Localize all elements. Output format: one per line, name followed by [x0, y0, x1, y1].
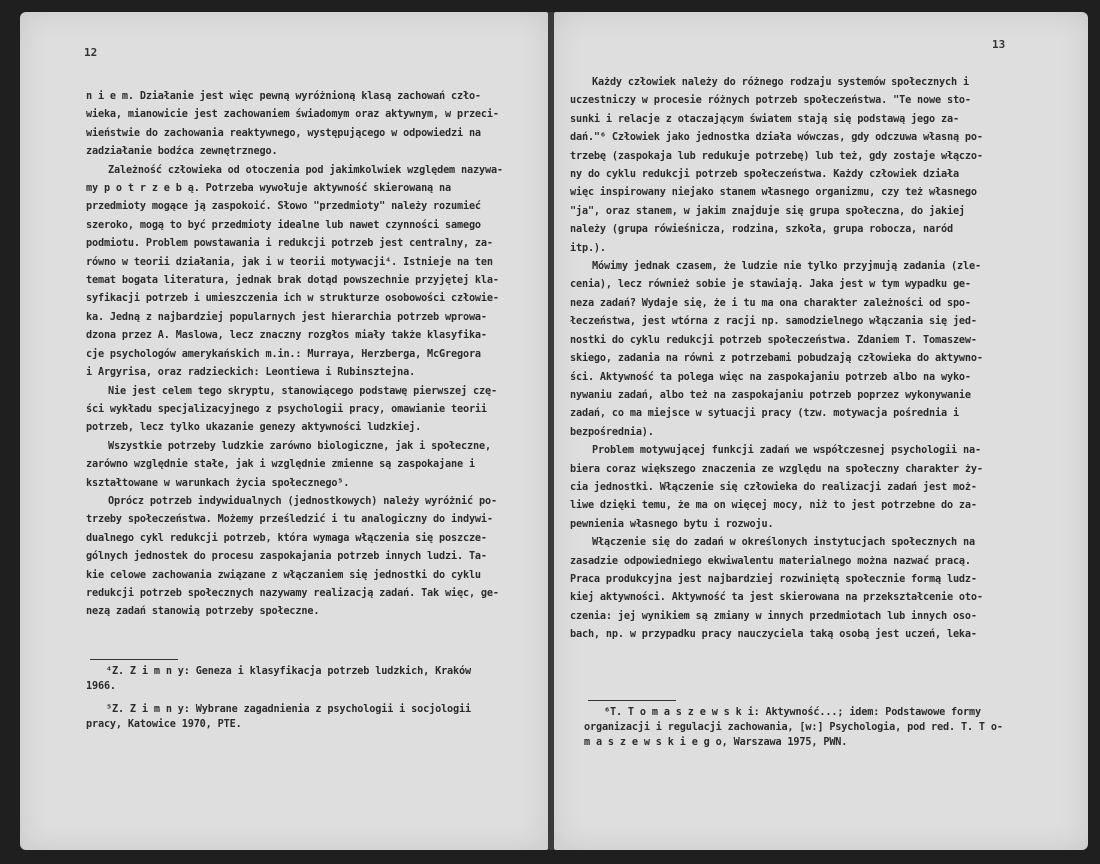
page-number: 12 [84, 46, 98, 59]
text-line: my p o t r z e b ą. Potrzeba wywołuje aktywność skierowaną na [86, 183, 451, 195]
text-line: kiej aktywności. Aktywność ta jest skierowana na przekształcenie oto- [570, 592, 983, 604]
text-line: kie celowe zachowania związane z włączaniem się jednostki do cyklu [86, 569, 481, 581]
footnote-line: organizacji i regulacji zachowania, [w:] Psychologia, pod red. T. T o- [584, 722, 1003, 733]
text-line: "ja", oraz stanem, w jakim znajduje się grupa społeczna, do jakiej [570, 205, 965, 217]
text-line: przedmioty mogące ją zaspokoić. Słowo "przedmioty" należy rozumieć [86, 201, 481, 213]
paragraph [570, 534, 1008, 644]
paragraph [570, 74, 1008, 258]
text-line: więc inspirowany niejako stanem własnego organizmu, czy też własnego [570, 187, 977, 199]
paragraph [570, 442, 1008, 534]
text-line: bach, np. w przypadku pracy nauczyciela taką osobą jest uczeń, leka- [570, 629, 977, 641]
text-line: dualnego cykl redukcji potrzeb, która wymaga włączenia się poszcze- [86, 532, 487, 544]
footnote-line: ⁴Z. Z i m n y: Geneza i klasyfikacja potrzeb ludzkich, Kraków [106, 666, 471, 677]
text-line: nywaniu zadań, albo też na zaspokajaniu potrzeb poprzez wykonywanie [570, 389, 971, 401]
text-line: Mówimy jednak czasem, że ludzie nie tylko przyjmują zadania (zle- [592, 261, 981, 273]
paragraph [570, 258, 1008, 442]
footnote [584, 705, 1014, 750]
text-line: wieństwie do zachowania reaktywnego, występującego w odpowiedzi na [86, 127, 481, 139]
text-line: zasadzie odpowiedniego ekwiwalentu materialnego można nazwać pracą. [570, 555, 971, 567]
page-number: 13 [992, 38, 1006, 51]
text-line: bezpośrednia). [570, 426, 654, 438]
paragraph [86, 88, 526, 162]
text-line: zadań, co ma miejsce w sytuacji pracy (tzw. motywacja pośrednia i [570, 408, 959, 420]
text-line: potrzeb, lecz tylko ukazanie genezy aktywności ludzkiej. [86, 422, 422, 434]
text-line: podmiotu. Problem powstawania i redukcji potrzeb jest centralny, za- [86, 238, 493, 250]
text-line: dzona przez A. Maslowa, lecz znaczny rozgłos miały także klasyfika- [86, 330, 487, 342]
footnote-rule [90, 659, 178, 660]
left-body-text [86, 88, 526, 622]
footnote-line: ⁶T. T o m a s z e w s k i: Aktywność...; idem: Podstawowe formy [604, 707, 981, 718]
right-footnotes [584, 705, 1014, 758]
footnote-line: ⁵Z. Z i m n y: Wybrane zagadnienia z psychologii i socjologii [106, 704, 471, 715]
left-footnotes [86, 664, 526, 740]
footnote [86, 664, 526, 694]
paragraph [86, 493, 526, 622]
text-line: zadziałanie bodźca zewnętrznego. [86, 146, 278, 158]
text-line: Wszystkie potrzeby ludzkie zarówno biologiczne, jak i społeczne, [108, 440, 491, 452]
footnote-line: pracy, Katowice 1970, PTE. [86, 719, 242, 730]
paragraph [86, 438, 526, 493]
text-line: biera coraz większego znaczenia ze względu na społeczny charakter ży- [570, 463, 983, 475]
text-line: syfikacji potrzeb i umieszczenia ich w strukturze osobowości człowie- [86, 293, 499, 305]
footnote-line: m a s z e w s k i e g o, Warszawa 1975, PWN. [584, 737, 848, 748]
text-line: Nie jest celem tego skryptu, stanowiącego podstawę pierwszej czę- [108, 385, 497, 397]
text-line: n i e m. Działanie jest więc pewną wyróżnioną klasą zachowań czło- [86, 91, 481, 102]
text-line: Zależność człowieka od otoczenia pod jakimkolwiek względem nazywa- [108, 164, 503, 176]
text-line: czenia: jej wynikiem są zmiany w innych przedmiotach lub innych oso- [570, 610, 977, 622]
paragraph [86, 383, 526, 438]
text-line: gólnych jednostek do procesu zaspokajania potrzeb innych ludzi. Ta- [86, 551, 487, 563]
text-line: itp.). [570, 242, 606, 254]
text-line: trzebę (zaspokaja lub redukuje potrzebę) lub też, gdy zostaje włączo- [570, 150, 983, 162]
text-line: wieka, mianowicie jest zachowaniem świadomym oraz aktywnym, w przeci- [86, 109, 499, 121]
text-line: cia jednostki. Włączenie się człowieka do realizacji zadań jest moż- [570, 481, 977, 493]
text-line: ści. Aktywność ta polega więc na zaspokajaniu potrzeb albo na wyko- [570, 371, 971, 383]
footnote-rule [588, 700, 676, 701]
text-line: szeroko, mogą to być przedmioty idealne lub nawet czynności samego [86, 219, 481, 231]
left-page [20, 12, 548, 850]
text-line: ści wykładu specjalizacyjnego z psychologii pracy, omawianie teorii [86, 403, 487, 415]
right-page [554, 12, 1088, 850]
text-line: należy (grupa rówieśnicza, rodzina, szkoła, grupa robocza, naród [570, 224, 953, 236]
text-line: równo w teorii działania, jak i w teorii motywacji⁴. Istnieje na ten [86, 256, 493, 268]
footnote-line: 1966. [86, 681, 116, 692]
text-line: redukcji potrzeb społecznych nazywamy realizacją zadań. Tak więc, ge- [86, 587, 499, 599]
right-body-text [570, 74, 1008, 645]
footnote [86, 702, 526, 732]
text-line: nostki do cyklu redukcji potrzeb społeczeństwa. Zdaniem T. Tomaszew- [570, 334, 977, 346]
text-line: Włączenie się do zadań w określonych instytucjach społecznych na [592, 537, 975, 549]
text-line: Praca produkcyjna jest najbardziej rozwiniętą społecznie formą ludz- [570, 573, 977, 585]
text-line: skiego, zadania na równi z potrzebami pobudzają człowieka do aktywno- [570, 353, 983, 365]
text-line: Problem motywującej funkcji zadań we współczesnej psychologii na- [592, 445, 981, 457]
text-line: sunki i relacje z otaczającym światem stają się podstawą jego za- [570, 113, 959, 125]
text-line: uczestniczy w procesie różnych potrzeb społeczeństwa. "Te nowe sto- [570, 95, 971, 107]
text-line: dań."⁶ Człowiek jako jednostka działa wówczas, gdy odczuwa własną po- [570, 132, 983, 144]
text-line: łeczeństwa, jest wtórna z racji np. samodzielnego włączania się jed- [570, 316, 977, 328]
text-line: Każdy człowiek należy do różnego rodzaju systemów społecznych i [592, 77, 969, 88]
text-line: trzeby społeczeństwa. Możemy prześledzić i tu analogiczny do indywi- [86, 514, 493, 526]
text-line: nezą zadań stanowią potrzeby społeczne. [86, 606, 320, 618]
text-line: cje psychologów amerykańskich m.in.: Murraya, Herzberga, McGregora [86, 348, 481, 360]
text-line: Oprócz potrzeb indywidualnych (jednostkowych) należy wyróżnić po- [108, 495, 497, 507]
paragraph [86, 162, 526, 383]
text-line: pewnienia własnego bytu i rozwoju. [570, 518, 774, 530]
text-line: kształtowane w warunkach życia społecznego⁵. [86, 477, 350, 489]
text-line: cenia), lecz również sobie je stawiają. Jaka jest w tym wypadku ge- [570, 279, 971, 291]
text-line: temat bogata literatura, jednak brak dotąd powszechnie przyjętej kla- [86, 275, 499, 287]
text-line: neza zadań? Wydaje się, że i tu ma ona charakter zależności od spo- [570, 297, 971, 309]
text-line: ny do cyklu redukcji potrzeb społeczeństwa. Każdy człowiek działa [570, 169, 959, 181]
text-line: liwe dzięki temu, że ma on więcej mocy, niż to jest potrzebne do za- [570, 500, 977, 512]
text-line: zarówno względnie stałe, jak i względnie zmienne są zaspokajane i [86, 459, 475, 471]
text-line: i Argyrisa, oraz radzieckich: Leontiewa i Rubinsztejna. [86, 367, 416, 379]
text-line: ka. Jedną z najbardziej popularnych jest hierarchia potrzeb wprowa- [86, 311, 487, 323]
